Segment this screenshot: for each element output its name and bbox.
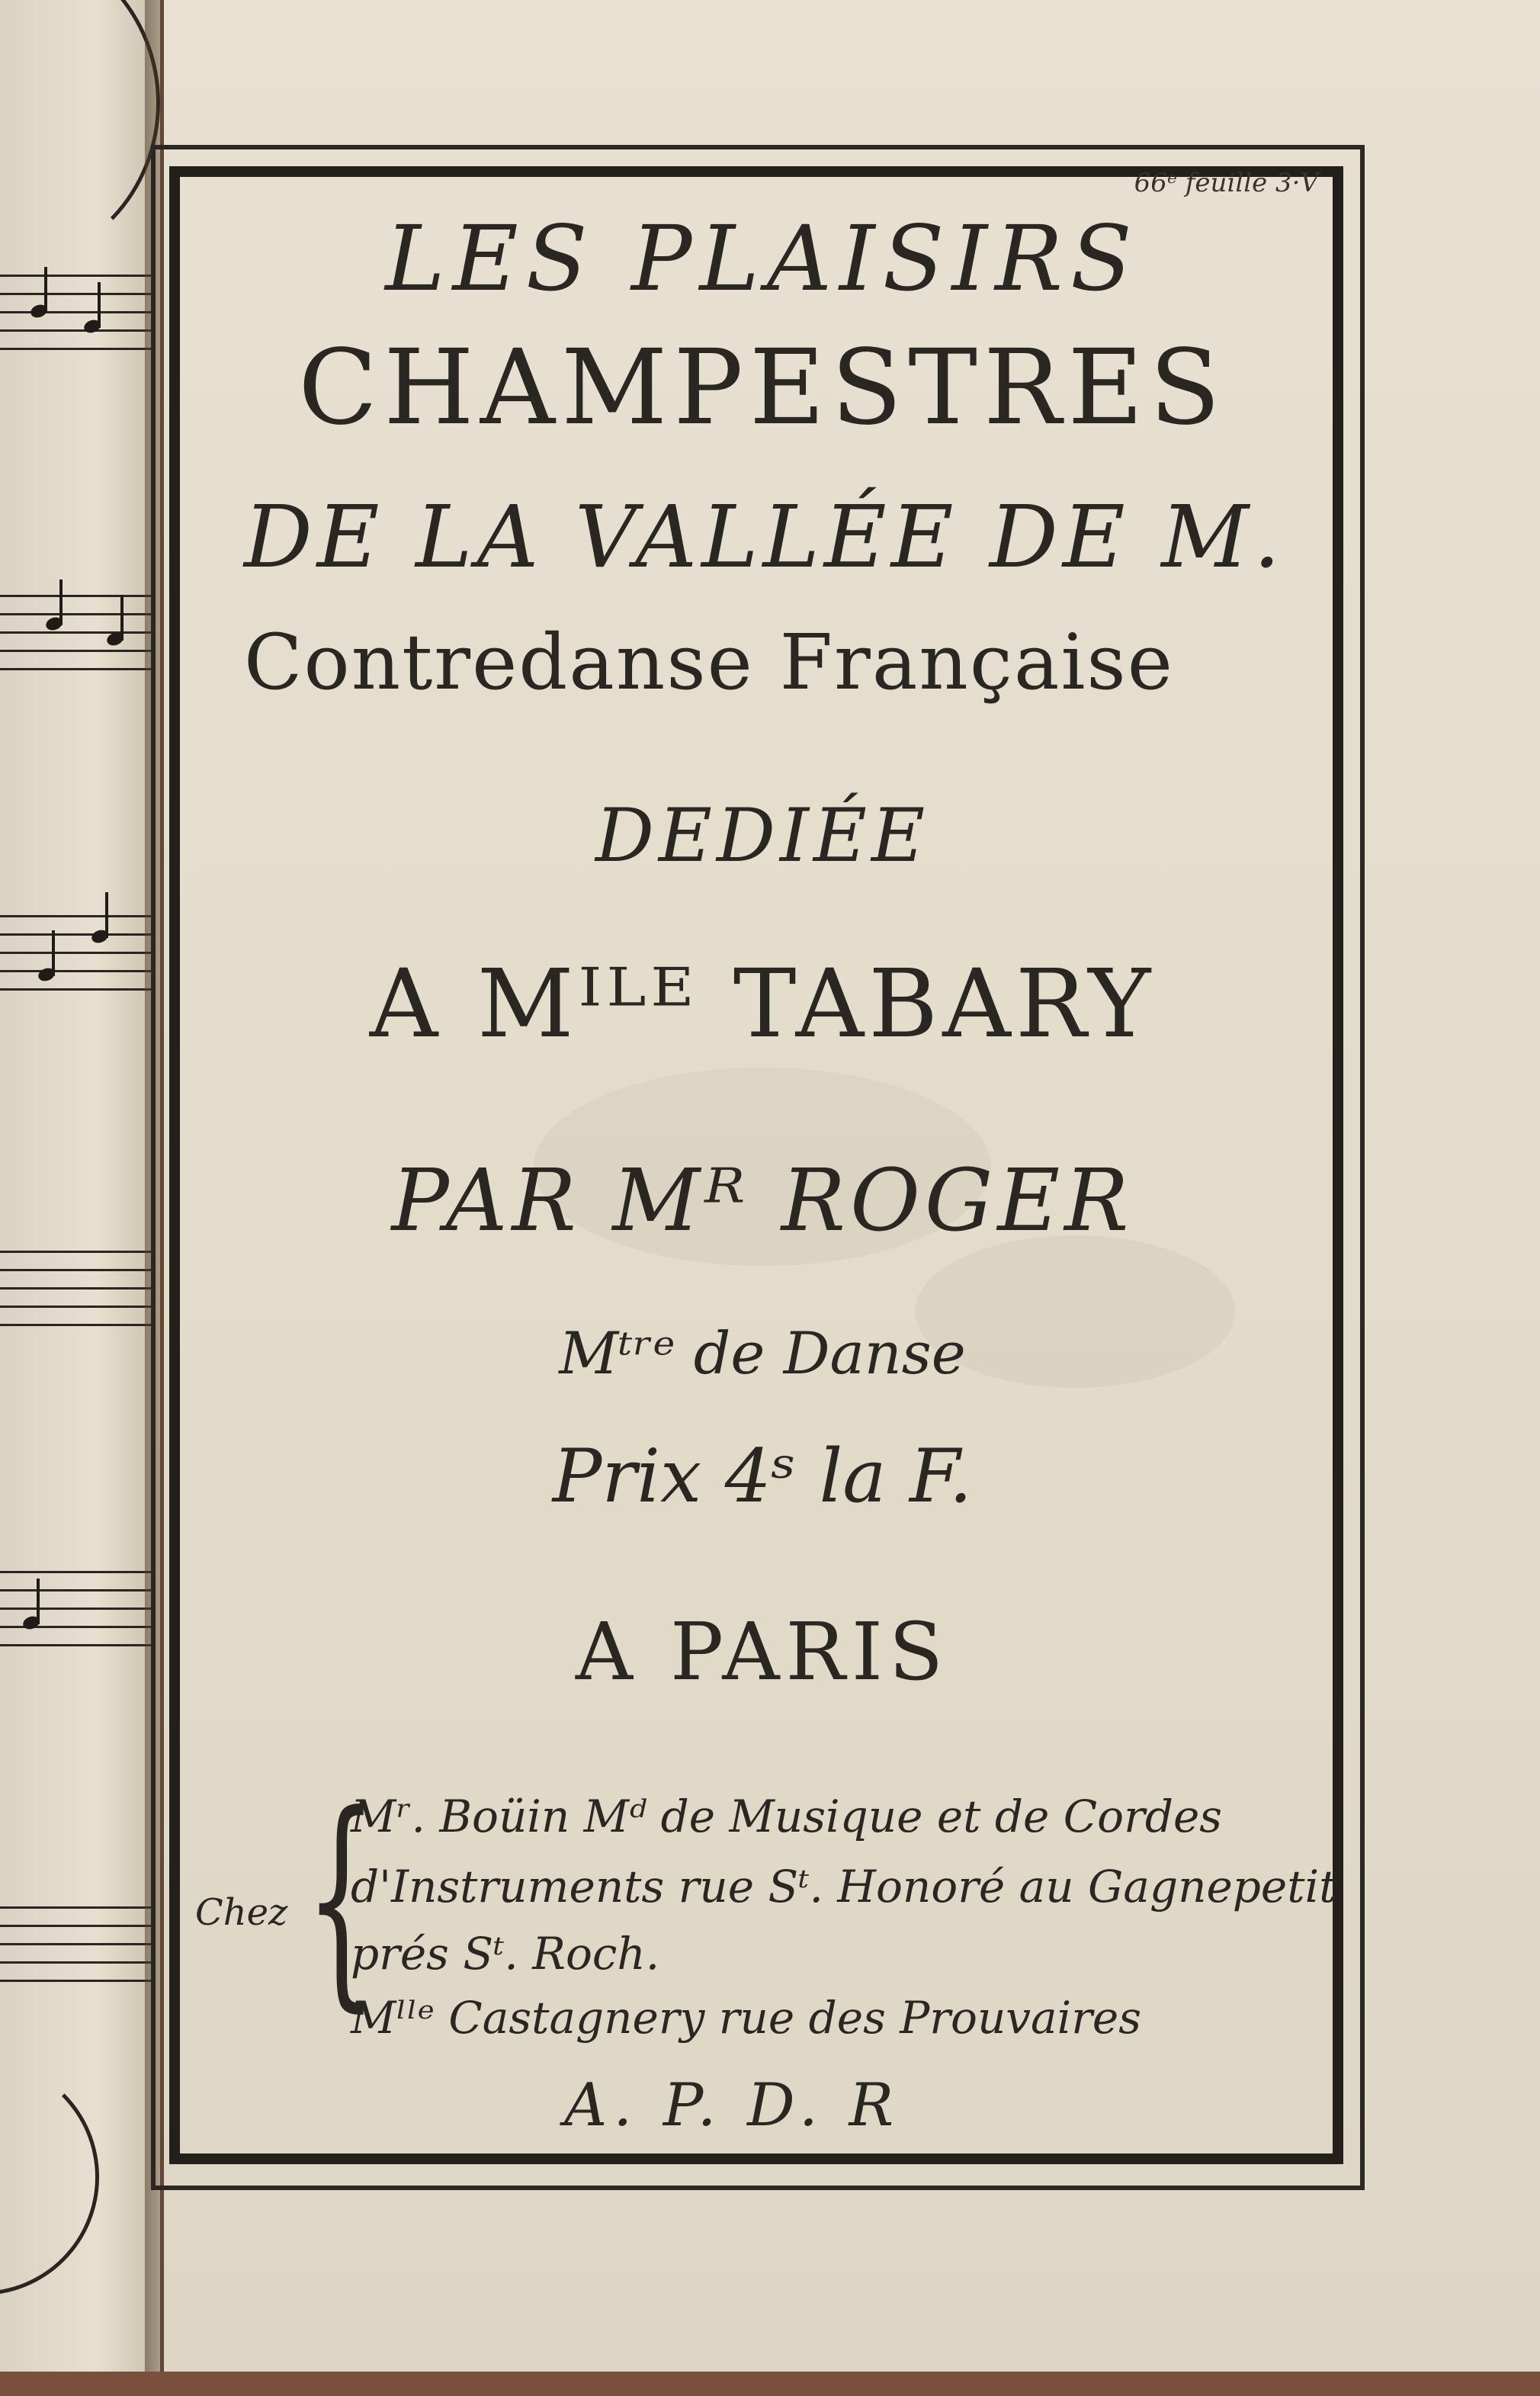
engraved-curve bbox=[0, 2059, 99, 2295]
place-of-publication: A PARIS bbox=[575, 1605, 950, 1698]
title-line-les-plaisirs: LES PLAISIRS bbox=[385, 206, 1140, 311]
book-cover-edge bbox=[0, 2372, 1540, 2396]
title-line-champestres: CHAMPESTRES bbox=[298, 328, 1227, 448]
seller-address-line: d'Instruments rue Sᵗ. Honoré au Gagnepetit bbox=[351, 1861, 1337, 1913]
author-title: Mᵗʳᵉ de Danse bbox=[559, 1319, 966, 1387]
curly-brace-icon: { bbox=[305, 1765, 378, 2031]
privilege-mark: A. P. D. R bbox=[564, 2071, 900, 2140]
folio-annotation: 66ᵉ feuille 3·V bbox=[1134, 168, 1319, 198]
title-line-de-la-vallee: DE LA VALLÉE DE M. bbox=[244, 488, 1285, 587]
facing-music-page bbox=[0, 0, 160, 2396]
dedication-heading: DEDIÉE bbox=[595, 793, 930, 878]
price: Prix 4ˢ la F. bbox=[552, 1434, 973, 1519]
author-line: PAR Mᴿ ROGER bbox=[391, 1151, 1134, 1251]
dedicatee: A Mᴵᴸᴱ TABARY bbox=[369, 949, 1156, 1059]
seller-address-line: Mʳ. Boüin Mᵈ de Musique et de Cordes bbox=[351, 1791, 1223, 1842]
sellers-label: Chez bbox=[195, 1891, 288, 1934]
seller-address-line: Mˡˡᵉ Castagnery rue des Prouvaires bbox=[351, 1992, 1142, 2044]
subtitle-contredanse: Contredanse Française bbox=[244, 618, 1174, 707]
engraved-curve bbox=[0, 0, 160, 267]
seller-address-line: prés Sᵗ. Roch. bbox=[351, 1928, 660, 1980]
